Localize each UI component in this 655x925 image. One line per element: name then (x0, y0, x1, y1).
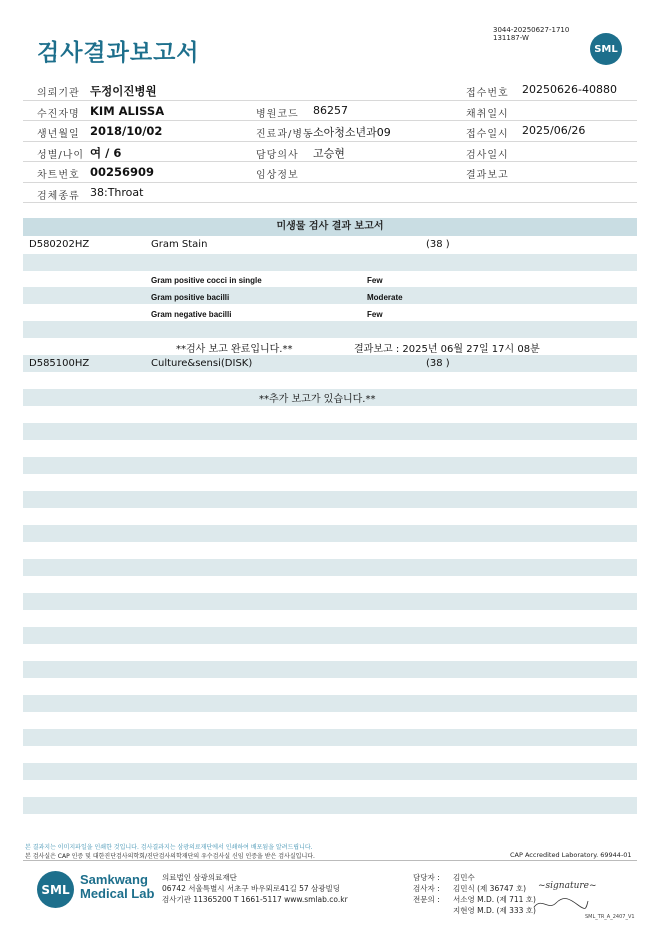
test-date-label: 검사일시 (466, 149, 509, 161)
info-row (23, 162, 637, 183)
organism-name: Gram negative bacilli (151, 310, 232, 319)
table-stripe (23, 457, 637, 474)
doctor-value: 고승현 (313, 146, 345, 160)
table-stripe (23, 525, 637, 542)
organism-amount: Few (367, 310, 383, 319)
test-ref: (38 ) (426, 358, 450, 369)
info-row (23, 183, 637, 204)
organism-name: Gram positive cocci in single (151, 276, 262, 285)
organism-name: Gram positive bacilli (151, 293, 230, 302)
doctor-label: 담당의사 (256, 149, 299, 161)
accreditation-disclaimer: 본 검사실은 CAP 인증 및 대한진단검사의학회/진단검사의학재단의 우수검사실 신임 인증을 받은 검사실입니다. (25, 853, 315, 860)
organism-amount: Few (367, 276, 383, 285)
test-code: D580202HZ (29, 239, 90, 250)
specialist-1: 서소영 M.D. (제 711 호) (453, 895, 536, 904)
brand-line-2: Medical Lab (80, 886, 155, 901)
sml-logo: SML (590, 33, 622, 65)
organization-address (162, 872, 348, 905)
receipt-no-label: 접수번호 (466, 88, 509, 99)
additional-report-message: **추가 보고가 있습니다.** (259, 394, 376, 405)
receipt-date-label: 접수일시 (466, 129, 509, 140)
specimen-label: 검체종류 (37, 190, 80, 202)
organism-amount: Moderate (367, 293, 403, 302)
document-id-line-1: 3044-20250627-1710 (493, 26, 570, 34)
footer-divider (23, 860, 637, 861)
table-stripe (23, 593, 637, 610)
dob-value: 2018/10/02 (90, 124, 163, 138)
specimen-value: 38:Throat (90, 185, 144, 199)
specialist-signature (530, 893, 590, 915)
tester-signature: ~signature~ (538, 881, 597, 891)
info-row (23, 101, 637, 122)
test-ref: (38 ) (426, 239, 450, 250)
staff-in-charge-label: 담당자 : (413, 873, 440, 882)
document-id-line-2: 131187-W (493, 34, 529, 42)
table-stripe (23, 627, 637, 644)
table-stripe (23, 423, 637, 440)
test-name: Gram Stain (151, 239, 208, 250)
sml-footer-logo: SML (37, 871, 74, 908)
name-value: KIM ALISSA (90, 103, 165, 118)
receipt-no-value: 20250626-40880 (522, 83, 617, 96)
receipt-date-value: 2025/06/26 (522, 124, 586, 137)
report-title: 검사결과보고서 (37, 40, 200, 66)
specialist-label: 전문의 : (413, 895, 440, 904)
collection-date-label: 채취일시 (466, 108, 509, 120)
brand-line-1: Samkwang (80, 872, 148, 887)
chart-no-value: 00256909 (90, 165, 155, 179)
table-stripe (23, 695, 637, 712)
brand-name (80, 873, 154, 901)
cap-accreditation: CAP Accredited Laboratory. 69944-01 (510, 851, 632, 859)
sex-age-value: 여 / 6 (90, 145, 122, 160)
department-label: 진료과/병동 (256, 129, 314, 140)
table-stripe (23, 355, 637, 372)
info-row (23, 121, 637, 142)
organization-name: 의료법인 삼광의료재단 (162, 873, 237, 882)
result-report-label: 결과보고 (466, 170, 509, 181)
image-disclaimer: 본 결과지는 이미지파일을 인쇄한 것입니다. 검사결과지는 삼광의료재단에서 인쇄하여 배포됨을 알려드립니다. (25, 844, 313, 851)
test-code: D585100HZ (29, 358, 90, 369)
chart-no-label: 차트번호 (37, 170, 80, 181)
patient-info-table (23, 80, 637, 203)
table-stripe (23, 729, 637, 746)
clinical-info-label: 임상정보 (256, 170, 299, 181)
report-section-title: 미생물 검사 결과 보고서 (23, 218, 637, 236)
sex-age-label: 성별/나이 (37, 149, 85, 161)
report-time: 결과보고 : 2025년 06월 27일 17시 08분 (354, 344, 540, 355)
hospital-code-label: 병원코드 (256, 108, 299, 120)
info-row (23, 142, 637, 163)
tester-label: 검사자 : (413, 884, 440, 893)
address-line: 06742 서울특별시 서초구 바우뫼로41길 57 삼광빌딩 (162, 884, 341, 893)
table-stripe (23, 491, 637, 508)
table-stripe (23, 559, 637, 576)
department-value: 소아청소년과09 (313, 126, 391, 139)
specialist-2: 지현영 M.D. (제 333 호) (453, 906, 536, 915)
hospital-code-value: 86257 (313, 103, 348, 117)
table-stripe (23, 254, 637, 271)
info-row (23, 80, 637, 101)
table-stripe (23, 661, 637, 678)
table-stripe (23, 321, 637, 338)
dob-label: 생년월일 (37, 129, 80, 140)
contact-line: 검사기관 11365200 T 1661-5117 www.smlab.co.kr (162, 895, 348, 904)
table-stripe (23, 797, 637, 814)
hospital-value: 두정이진병원 (90, 84, 157, 98)
tester: 김민식 (제 36747 호) (453, 884, 527, 893)
hospital-label: 의뢰기관 (37, 88, 80, 99)
test-name: Culture&sensi(DISK) (151, 358, 253, 369)
staff-list (413, 872, 536, 916)
staff-in-charge: 김민수 (453, 873, 475, 882)
form-code: SML_TR_A_2407_V1 (585, 914, 635, 920)
name-label: 수진자명 (37, 108, 80, 120)
report-complete-message: **검사 보고 완료입니다.** (176, 344, 293, 355)
document-id (493, 26, 569, 42)
table-stripe (23, 287, 637, 304)
table-stripe (23, 763, 637, 780)
